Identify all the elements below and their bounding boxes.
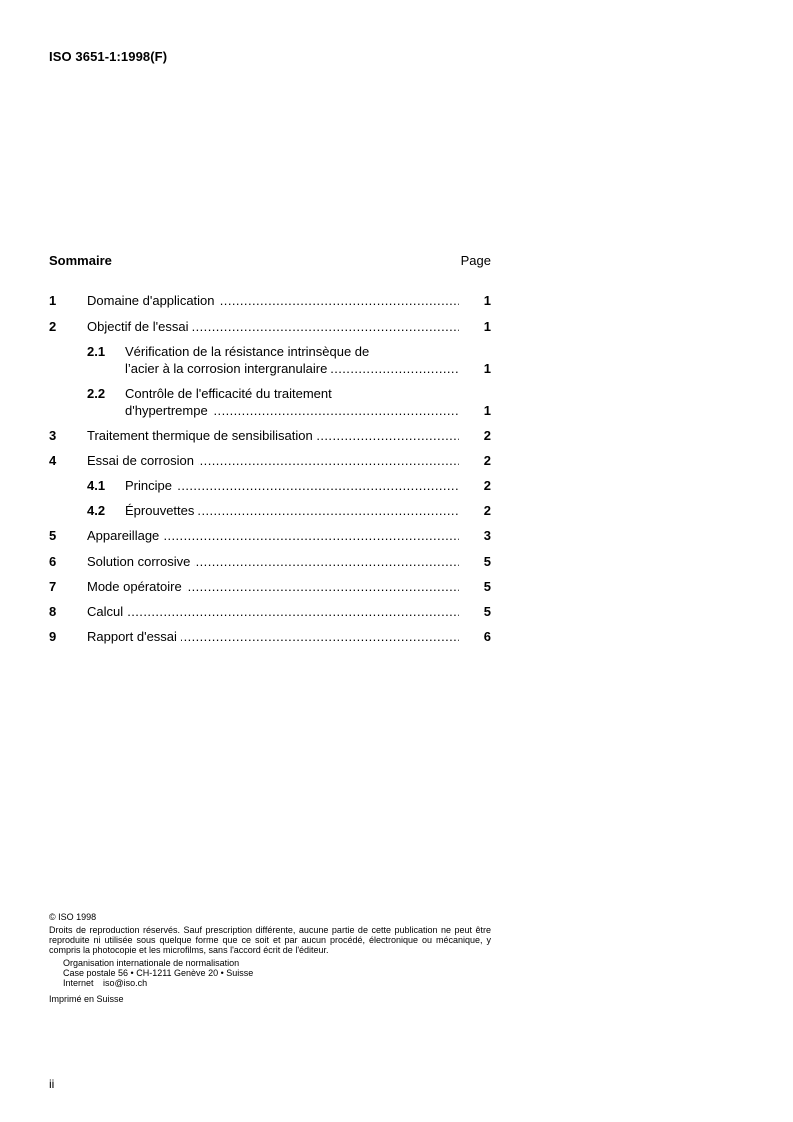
toc-entry[interactable]	[49, 629, 491, 645]
toc-entry-number: 8	[49, 604, 57, 619]
toc-entry-page: 6	[483, 629, 491, 644]
toc-entry[interactable]	[49, 453, 491, 469]
toc-entry-number: 6	[49, 554, 57, 569]
toc-entry[interactable]	[49, 386, 491, 402]
toc-entry-number: 3	[49, 428, 57, 443]
toc-entry-label: d'hypertrempe	[125, 403, 212, 418]
toc-entry-label-line1: Vérification de la résistance intrinsèque de	[125, 344, 370, 359]
standard-reference: ISO 3651-1:1998(F)	[49, 49, 168, 64]
copyright-line: © ISO 1998	[49, 912, 97, 922]
toc-entry-page: 5	[483, 604, 491, 619]
toc-entry-page: 1	[483, 293, 491, 308]
toc-header	[49, 253, 491, 269]
publisher-address	[63, 958, 491, 988]
reproduction-rights: Droits de reproduction réservés. Sauf prescription différente, aucune partie de cette publication ne peut être reproduite ni utilisée sous quelque forme que ce soit et par aucun procédé, électronique ou mécanique, y compris la photocopie et les microfilms, sans l'accord écrit de l'éditeur.	[49, 925, 491, 955]
toc-entry-label: Traitement thermique de sensibilisation	[87, 428, 317, 443]
toc-entry[interactable]	[49, 428, 491, 444]
toc-entry-page: 1	[483, 403, 491, 418]
toc-entry-label: Domaine d'application	[87, 293, 219, 308]
toc-entry-label: Éprouvettes	[125, 503, 198, 518]
toc-entry-number: 2.1	[87, 344, 106, 359]
toc-entry-label: Essai de corrosion	[87, 453, 198, 468]
toc-page-label: Page	[460, 253, 491, 268]
toc-entry-label: Calcul	[87, 604, 127, 619]
toc-entry-label: Solution corrosive	[87, 554, 194, 569]
toc-entry-page: 1	[483, 319, 491, 334]
page-folio: ii	[49, 1077, 55, 1091]
toc-entry[interactable]	[49, 344, 491, 360]
toc-entry-label: Objectif de l'essai	[87, 319, 192, 334]
postal-address: Case postale 56 • CH-1211 Genève 20 • Suisse	[63, 968, 254, 978]
toc-entry[interactable]	[49, 554, 491, 570]
organisation-name: Organisation internationale de normalisation	[63, 958, 240, 968]
toc-entry-page: 5	[483, 579, 491, 594]
toc-entry-label-line1: Contrôle de l'efficacité du traitement	[125, 386, 332, 401]
toc-entry-label: l’acier à la corrosion intergranulaire	[125, 361, 331, 376]
toc-entry-page: 2	[483, 503, 491, 518]
toc-entry-continuation[interactable]	[49, 361, 491, 377]
toc-entry[interactable]	[49, 579, 491, 595]
toc-entry-page: 5	[483, 554, 491, 569]
toc-entry-label: Appareillage	[87, 528, 163, 543]
toc-entry[interactable]	[49, 503, 491, 519]
toc-entry[interactable]	[49, 293, 491, 309]
toc-entry-page: 2	[483, 478, 491, 493]
internet-line	[63, 978, 491, 988]
toc-entry-continuation[interactable]	[49, 403, 491, 419]
toc-entry-number: 2	[49, 319, 57, 334]
internet-email[interactable]: iso@iso.ch	[103, 978, 148, 988]
toc-entry[interactable]	[49, 604, 491, 620]
copyright-notice	[49, 912, 491, 1004]
toc-entry-label: Principe	[125, 478, 176, 493]
toc-entry-label: Mode opératoire	[87, 579, 186, 594]
toc-entry-number: 2.2	[87, 386, 106, 401]
toc-entry-page: 3	[483, 528, 491, 543]
toc-title: Sommaire	[49, 253, 112, 268]
toc-entry-label: Rapport d'essai	[87, 629, 181, 644]
toc-entry-number: 7	[49, 579, 57, 594]
toc-entry[interactable]	[49, 319, 491, 335]
toc-entry[interactable]	[49, 528, 491, 544]
toc-leader-dots	[87, 604, 459, 620]
toc-entry-number: 4.1	[87, 478, 106, 493]
toc-entry-number: 4.2	[87, 503, 106, 518]
toc-entry-number: 9	[49, 629, 57, 644]
toc-entry-number: 4	[49, 453, 57, 468]
internet-label: Internet	[63, 978, 94, 988]
toc-entry-page: 2	[483, 428, 491, 443]
toc-entry-number: 1	[49, 293, 57, 308]
toc-entry-page: 1	[483, 361, 491, 376]
printed-in: Imprimé en Suisse	[49, 994, 124, 1004]
toc-entry[interactable]	[49, 478, 491, 494]
toc-entry-page: 2	[483, 453, 491, 468]
toc-entry-number: 5	[49, 528, 57, 543]
